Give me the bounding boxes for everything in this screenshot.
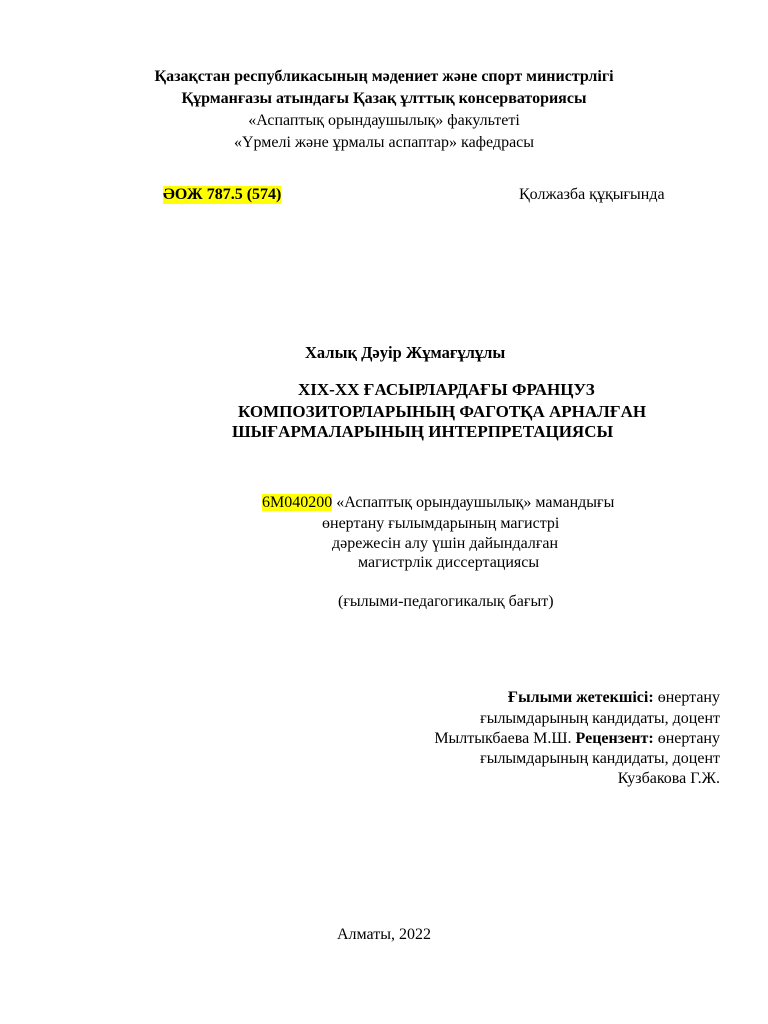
specialty-code: 6М040200 <box>262 494 333 511</box>
manuscript-rights: Қолжазба құқығында <box>519 186 665 203</box>
supervisor-reviewer-line <box>434 730 720 748</box>
faculty-name: «Аспаптық орындаушылық» факультеті <box>248 112 520 129</box>
supervisor-line-1 <box>508 689 720 707</box>
reviewer-degree-2: ғылымдарының кандидаты, доцент <box>480 750 720 767</box>
city-year: Алматы, 2022 <box>337 926 431 943</box>
supervisor-degree-2: ғылымдарының кандидаты, доцент <box>480 710 720 727</box>
reviewer-degree-1: өнертану <box>653 730 720 747</box>
udk-code: ӘОЖ 787.5 (574) <box>163 186 282 203</box>
title-line-1: XIX-XX ҒАСЫРЛАРДАҒЫ ФРАНЦУЗ <box>298 380 595 399</box>
supervisor-degree-1: өнертану <box>653 689 720 706</box>
title-line-2: КОМПОЗИТОРЛАРЫНЫҢ ФАГОТҚА АРНАЛҒАН <box>238 402 647 421</box>
specialty-name: «Аспаптық орындаушылық» мамандығы <box>332 494 615 511</box>
author-name: Халық Дәуір Жұмағұлұлы <box>305 343 506 362</box>
description-line-3: дәрежесін алу үшін дайындалған <box>332 535 559 552</box>
department-name: «Үрмелі және ұрмалы аспаптар» кафедрасы <box>233 134 535 151</box>
research-direction: (ғылыми-педагогикалық бағыт) <box>338 593 554 610</box>
supervisor-label: Ғылыми жетекшісі: <box>507 689 654 706</box>
supervisor-name: Мылтыкбаева М.Ш. <box>434 730 576 747</box>
description-line-4: магистрлік диссертациясы <box>358 554 540 571</box>
ministry-name: Қазақстан республикасының мәдениет және спорт министрлігі <box>154 68 614 85</box>
reviewer-label: Рецензент: <box>575 730 654 747</box>
description-line-1 <box>262 494 614 512</box>
description-line-2: өнертану ғылымдарының магистрі <box>322 515 560 532</box>
conservatory-name: Құрманғазы атындағы Қазақ ұлттық консерваториясы <box>181 90 587 107</box>
reviewer-name: Кузбакова Г.Ж. <box>617 770 720 787</box>
title-line-3: ШЫҒАРМАЛАРЫНЫҢ ИНТЕРПРЕТАЦИЯСЫ <box>232 422 614 441</box>
